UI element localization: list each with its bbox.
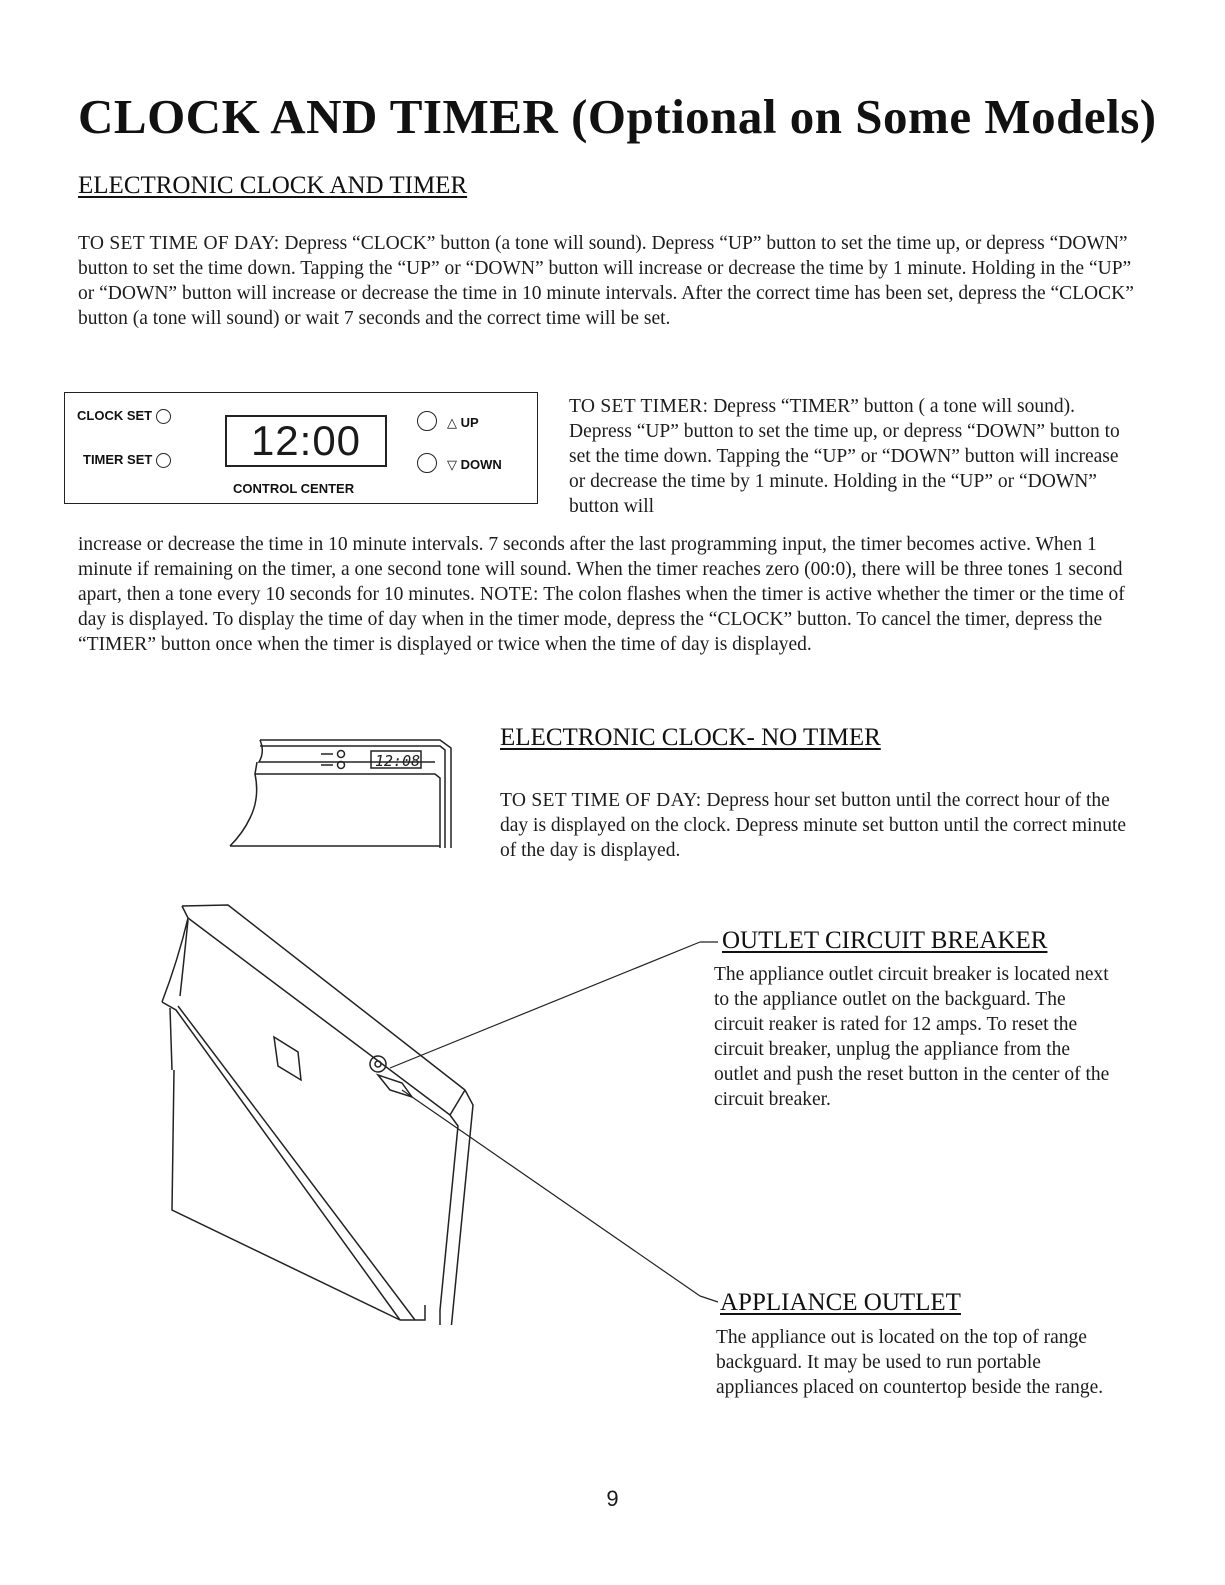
set-timer-text: Depress “TIMER” button ( a tone will sound). Depress “UP” button to set the time up, or depress “DOWN” button to set the time down. Tapping the “UP” or “DOWN” button will increase or decrease the time by 1 minute. Holding in the “UP” or “DOWN” button will [569,396,1120,517]
up-button-icon [417,411,437,431]
control-center-panel [64,392,538,504]
clock-set-label: CLOCK SET [77,408,171,424]
down-button-icon [417,453,437,473]
timer-set-button-icon [156,453,171,468]
timer-continued-paragraph [78,532,1138,657]
section-heading-clock-timer: ELECTRONIC CLOCK AND TIMER [78,172,468,199]
appliance-outlet-text: The appliance out is located on the top of range backguard. It may be used to run portable appliances placed on countertop beside the range. [716,1327,1104,1398]
time-of-day-lead: TO SET TIME OF DAY: [78,233,280,254]
clock-no-timer-lead: TO SET TIME OF DAY: [500,790,702,811]
section-heading-clock-no-timer: ELECTRONIC CLOCK- NO TIMER [500,724,881,751]
section-heading-appliance-outlet: APPLIANCE OUTLET [720,1289,961,1316]
timer-set-label: TIMER SET [83,452,171,468]
clock-no-timer-paragraph [500,788,1130,863]
clock-no-timer-text: Depress hour set button until the correct hour of the day is displayed on the clock. Depress minute set button until the correct minute of the day is displayed. [500,790,1127,861]
timer-continued-text: increase or decrease the time in 10 minute intervals. 7 seconds after the last programming input, the timer becomes active. When 1 minute if remaining on the timer, a one second tone will sound. When the timer reaches zero (00:0), there will be three tones 1 second apart, then a tone every 10 seconds for 10 minutes. [78,534,1123,605]
page-title: CLOCK AND TIMER (Optional on Some Models) [78,89,1157,144]
up-label: △ UP [447,415,479,430]
set-timer-lead: TO SET TIMER: [569,396,709,417]
set-timer-paragraph [569,394,1133,519]
down-label: ▽ DOWN [447,457,502,472]
clock-no-timer-illustration [225,738,460,850]
range-backguard-illustration [150,900,720,1325]
note-text: The colon flashes when the timer is active whether the timer or the time of day is displayed. To display the time of day when in the timer mode, depress the “CLOCK” button. To cancel the timer, depress the “TIMER” button once when the timer is displayed or twice when the time of day is displayed. [78,584,1125,655]
small-clock-display: 12:08 [375,752,421,770]
time-of-day-text: Depress “CLOCK” button (a tone will sound). Depress “UP” button to set the time up, or depress “DOWN” button to set the time down. Tapping the “UP” or “DOWN” button will increase or decrease the time by 1 minute. Holding in the “UP” or “DOWN” button will increase or decrease the time in 10 minute intervals. After the correct time has been set, depress the “CLOCK” button (a tone will sound) or wait 7 seconds and the correct time will be set. [78,233,1134,329]
time-of-day-paragraph [78,231,1138,331]
note-lead: NOTE: [479,584,539,605]
clock-set-button-icon [156,409,171,424]
clock-display: 12:00 [225,415,387,467]
outlet-circuit-breaker-text: The appliance outlet circuit breaker is located next to the appliance outlet on the backguard. The circuit reaker is rated for 12 amps. To reset the circuit breaker, unplug the appliance from the outlet and push the reset button in the center of the circuit breaker. [714,964,1110,1110]
page-number: 9 [606,1486,619,1511]
control-center-caption: CONTROL CENTER [233,481,355,496]
section-heading-outlet-circuit-breaker: OUTLET CIRCUIT BREAKER [722,927,1048,954]
up-arrow-icon: △ [447,415,457,430]
down-arrow-icon: ▽ [447,457,457,472]
